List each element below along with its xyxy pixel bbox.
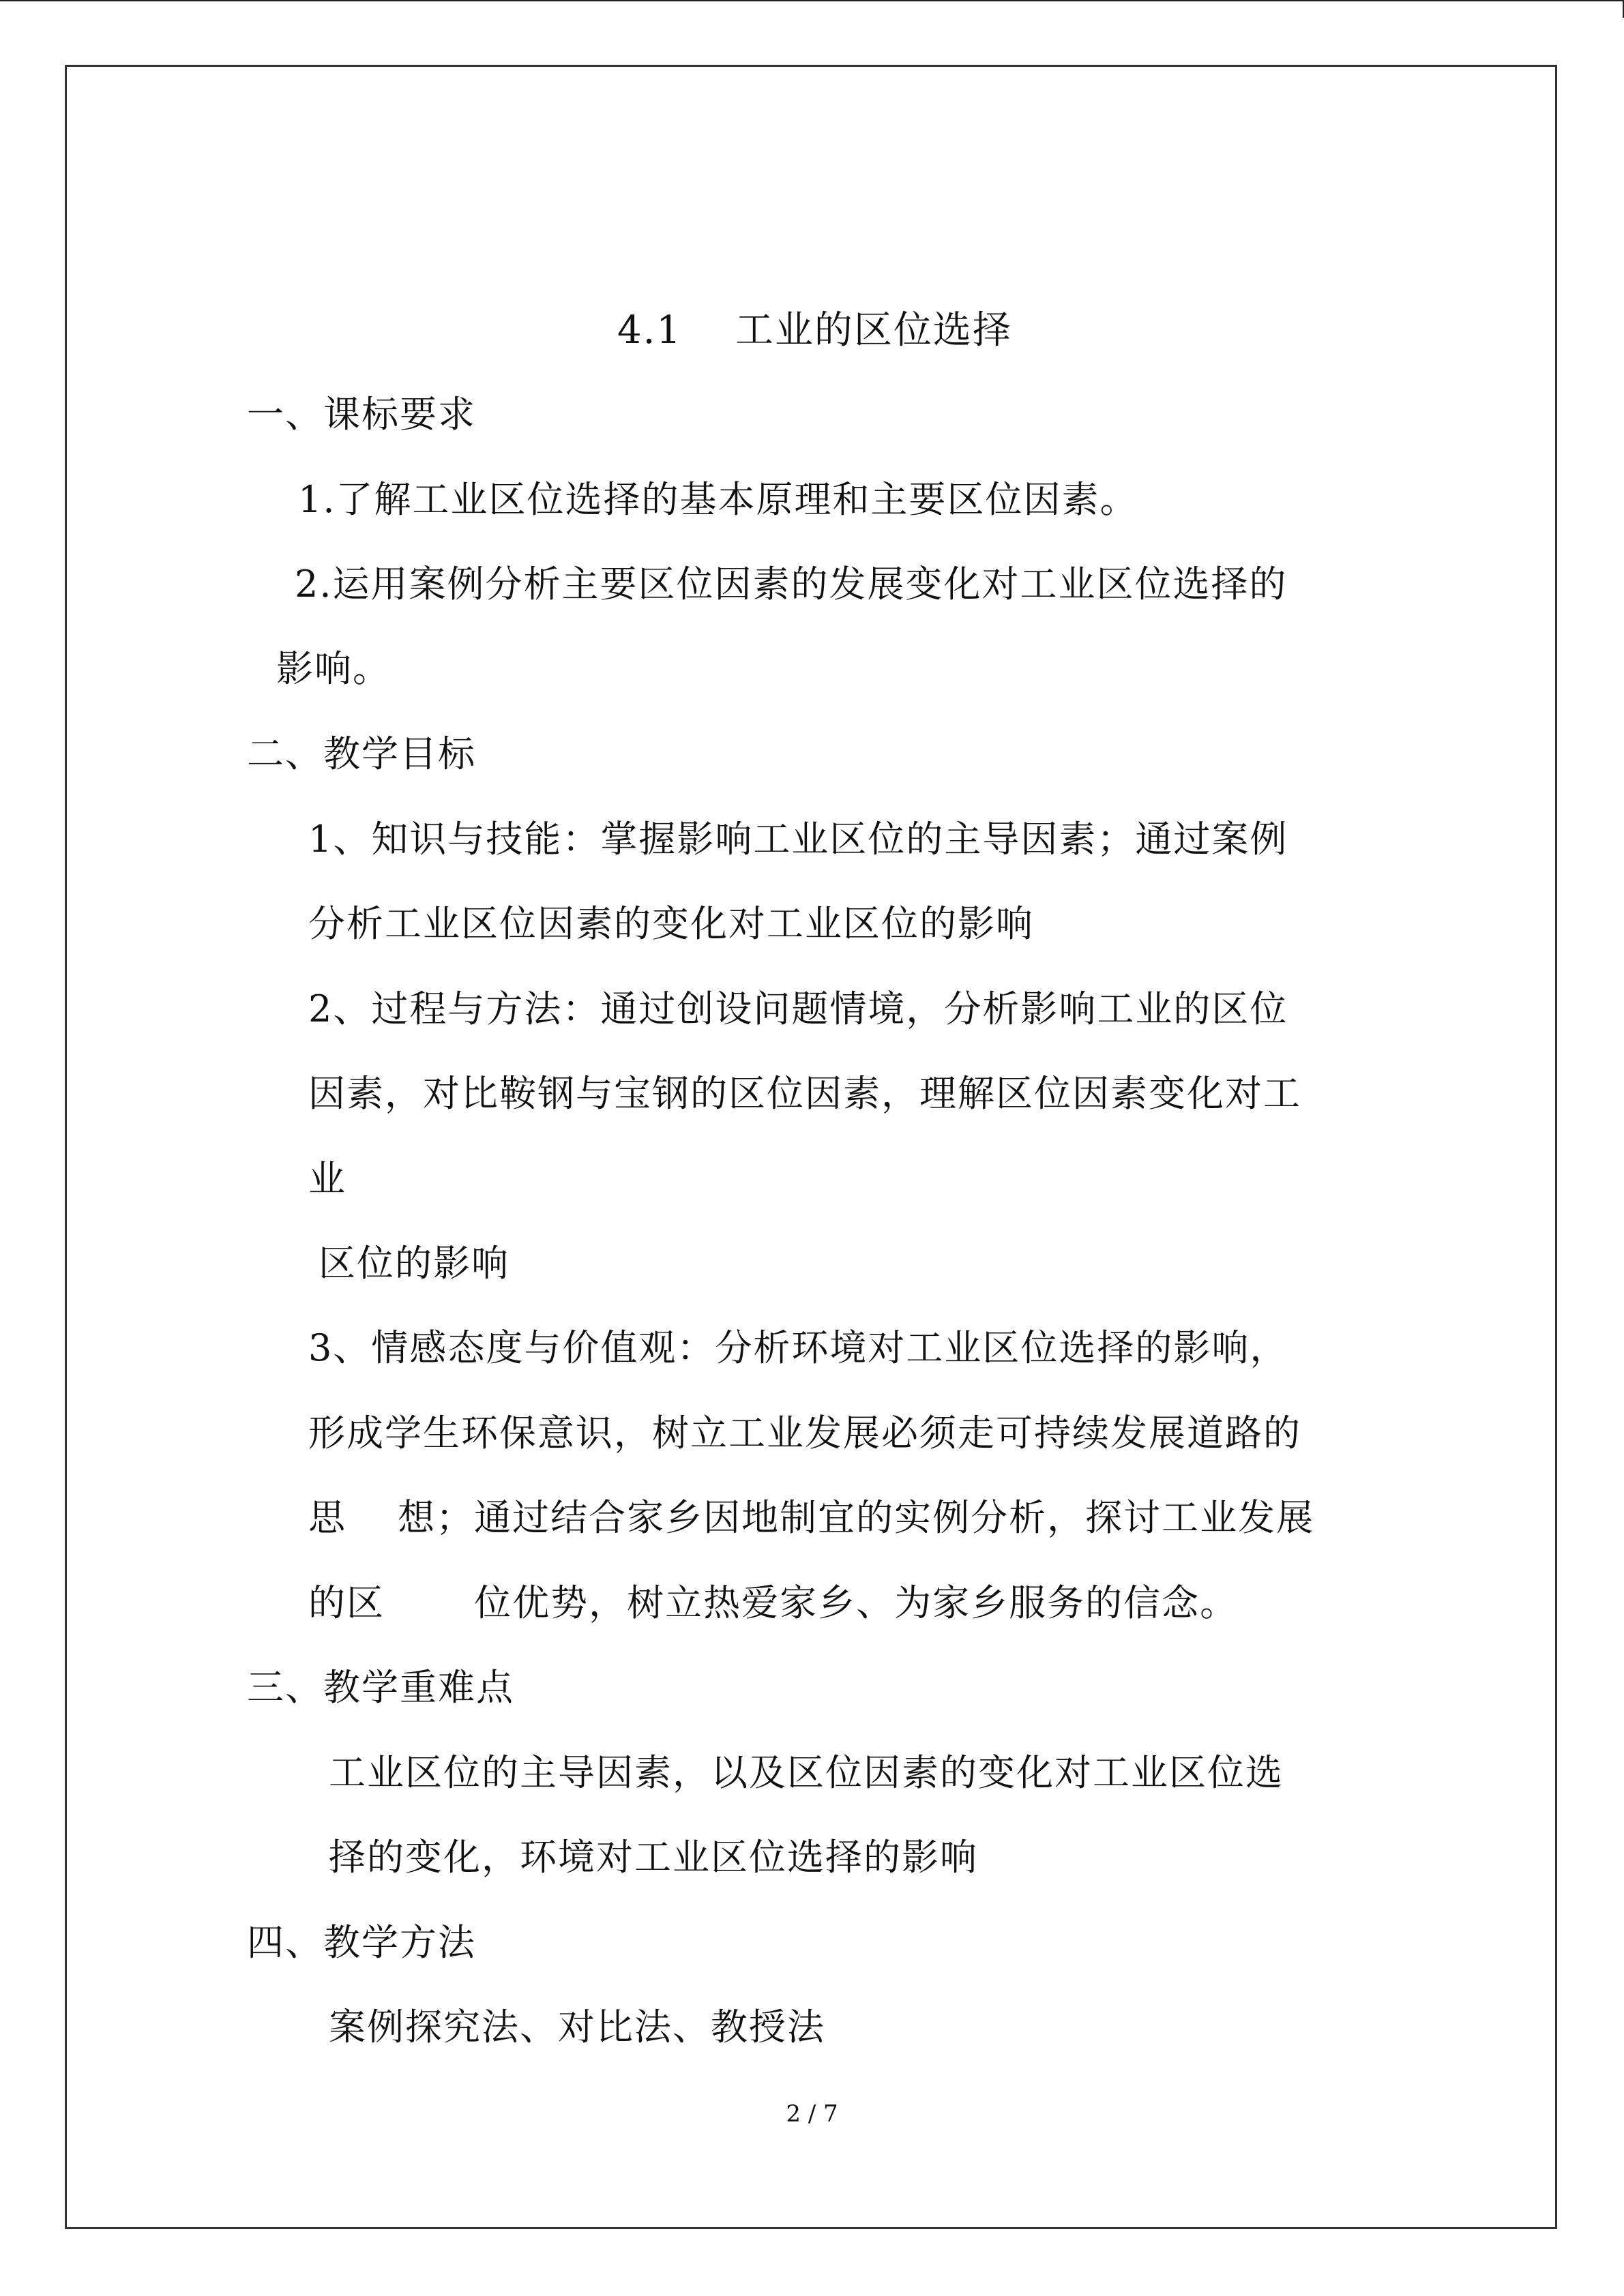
paragraph-line: 工业区位的主导因素，以及区位因素的变化对工业区位选	[329, 1751, 1284, 1794]
paragraph-line: 2.运用案例分析主要区位因素的发展变化对工业区位选择的	[295, 563, 1288, 606]
section-heading-2: 二、教学目标	[247, 732, 476, 775]
paragraph-line: 分析工业区位因素的变化对工业区位的影响	[308, 902, 1034, 945]
paragraph-line: 业	[308, 1157, 346, 1200]
paragraph-line: 择的变化，环境对工业区位选择的影响	[329, 1836, 978, 1879]
paragraph-line: 区位的影响	[319, 1242, 510, 1285]
paragraph-line: 1、知识与技能：掌握影响工业区位的主导因素；通过案例	[308, 818, 1288, 861]
section-heading-4: 四、教学方法	[247, 1921, 476, 1964]
document-title: 4.1 工业的区位选择	[617, 308, 1012, 353]
section-heading-1: 一、课标要求	[247, 393, 476, 436]
paragraph-line: 1.了解工业区位选择的基本原理和主要区位因素。	[298, 478, 1138, 521]
paragraph-line: 案例探究法、对比法、教授法	[329, 2006, 825, 2048]
paragraph-line: 2、过程与方法：通过创设问题情境，分析影响工业的区位	[308, 987, 1288, 1030]
paragraph-line: 因素，对比鞍钢与宝钢的区位因素，理解区位因素变化对工	[308, 1072, 1301, 1115]
page-frame	[65, 65, 1557, 2229]
paragraph-line: 形成学生环保意识，树立工业发展必须走可持续发展道路的	[308, 1412, 1301, 1455]
paragraph-line: 的区 位优势，树立热爱家乡、为家乡服务的信念。	[308, 1581, 1239, 1624]
top-rule	[0, 0, 1624, 1]
paragraph-line: 影响。	[276, 647, 391, 690]
paragraph-line: 3、情感态度与价值观：分析环境对工业区位选择的影响，	[308, 1326, 1288, 1369]
page-number: 2 / 7	[786, 2100, 838, 2128]
paragraph-line: 思 想；通过结合家乡因地制宜的实例分析，探讨工业发展	[308, 1496, 1315, 1539]
section-heading-3: 三、教学重难点	[247, 1666, 514, 1709]
